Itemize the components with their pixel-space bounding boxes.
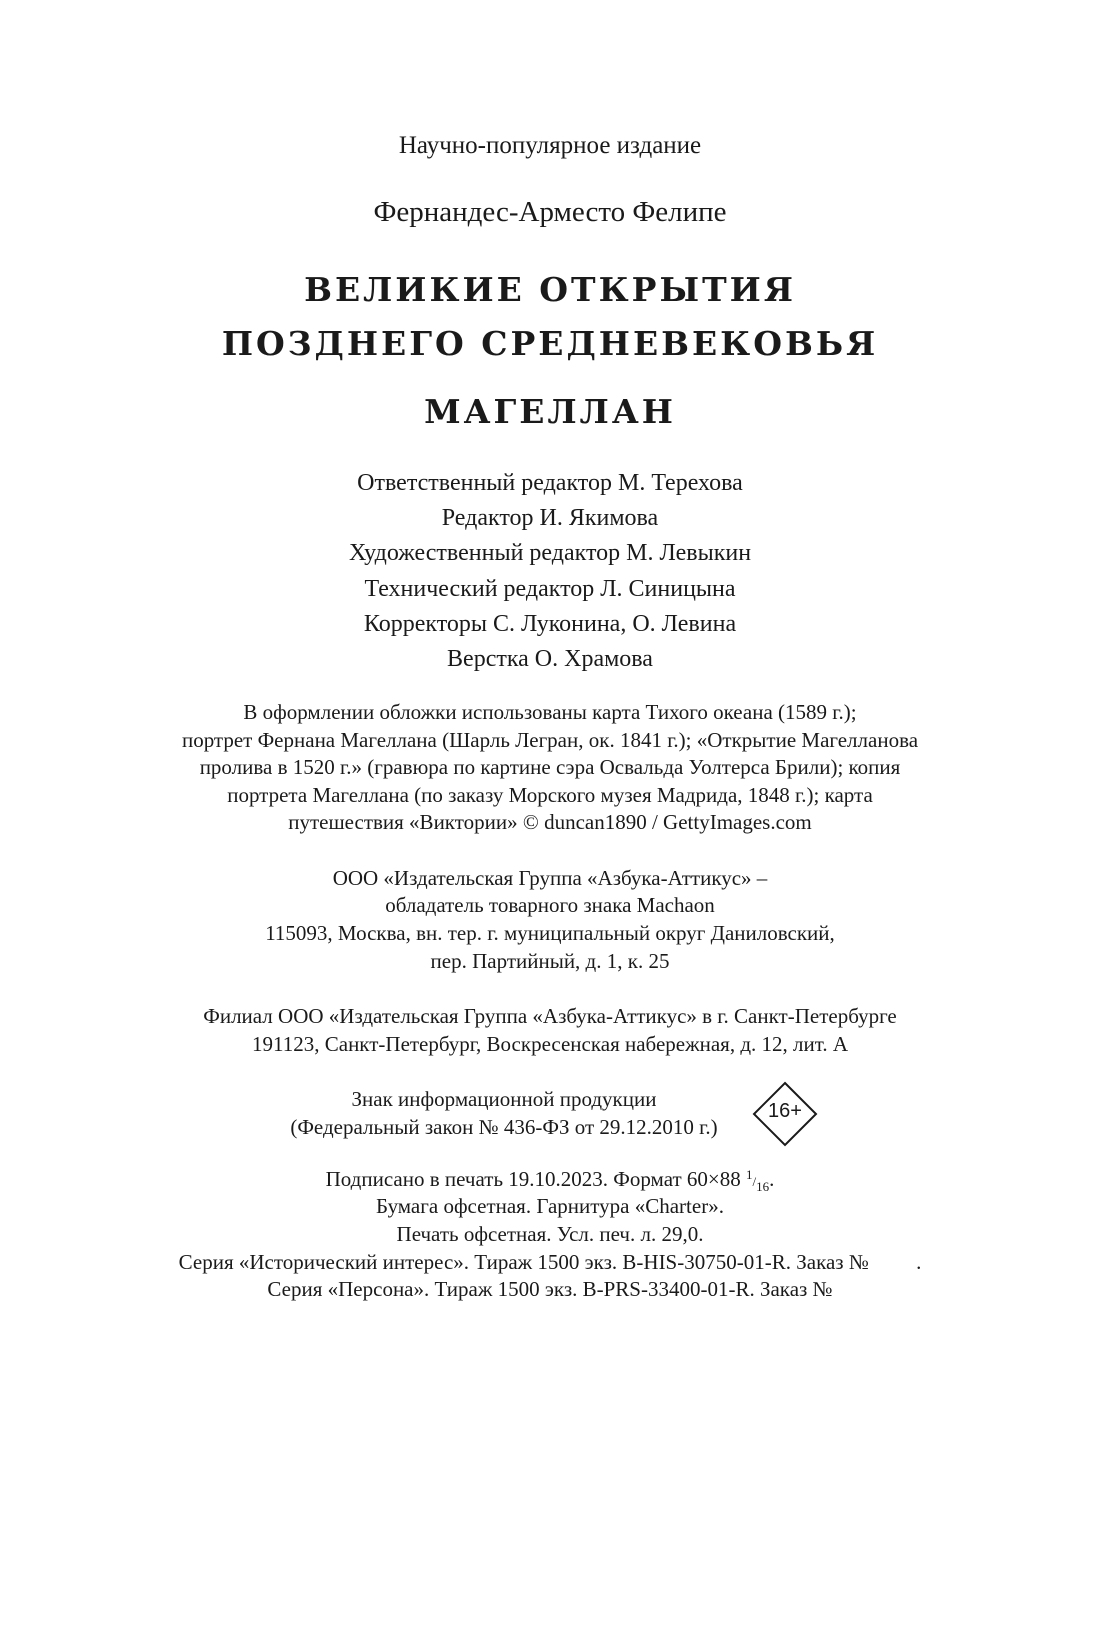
paper-line: Бумага офсетная. Гарнитура «Charter». — [376, 1194, 724, 1218]
cover-credit-line: портрета Магеллана (по заказу Морского музея Мадрида, 1848 г.); карта — [227, 783, 873, 807]
credit-line: Художественный редактор М. Левыкин — [348, 540, 752, 566]
format-denominator: 16 — [756, 1179, 770, 1194]
series-line-1: Серия «Исторический интерес». Тираж 1500 экз. B-HIS-30750-01-R. Заказ № . — [178, 1250, 922, 1274]
book-subtitle: МАГЕЛЛАН — [424, 392, 676, 431]
age-rating-text: 16+ — [768, 1100, 802, 1122]
info-mark-law: (Федеральный закон № 436-ФЗ от 29.12.2010 г.) — [290, 1115, 718, 1139]
publisher-line: пер. Партийный, д. 1, к. 25 — [430, 949, 670, 973]
publisher-line: 115093, Москва, вн. тер. г. муниципальный округ Даниловский, — [265, 921, 835, 945]
cover-credit-line: портрет Фернана Магеллана (Шарль Легран, ок. 1841 г.); «Открытие Магелланова — [181, 728, 919, 752]
cover-credit-line: пролива в 1520 г.» (гравюра по картине сэра Освальда Уолтерса Брили); копия — [199, 755, 901, 779]
format-fraction — [746, 1167, 770, 1194]
book-title-line-2: ПОЗДНЕГО СРЕДНЕВЕКОВЬЯ — [221, 324, 879, 363]
cover-credit-line: В оформлении обложки использованы карта Тихого океана (1589 г.); — [243, 700, 857, 724]
credit-line: Корректоры С. Луконина, О. Левина — [363, 611, 737, 637]
format-end: . — [769, 1167, 775, 1191]
book-title-line-1: ВЕЛИКИЕ ОТКРЫТИЯ — [304, 270, 796, 309]
print-line: Печать офсетная. Усл. печ. л. 29,0. — [396, 1222, 704, 1246]
format-numerator: 1 — [746, 1167, 753, 1182]
genre-label: Научно-популярное издание — [398, 132, 702, 159]
credit-line: Редактор И. Якимова — [441, 505, 659, 531]
age-rating-badge — [752, 1081, 818, 1147]
credit-line: Ответственный редактор М. Терехова — [357, 470, 743, 496]
branch-line: 191123, Санкт-Петербург, Воскресенская набережная, д. 12, лит. А — [252, 1032, 848, 1056]
info-mark-label: Знак информационной продукции — [351, 1087, 657, 1111]
publisher-line: обладатель товарного знака Machaon — [385, 893, 715, 917]
publisher-line: ООО «Издательская Группа «Азбука-Аттикус» – — [332, 866, 768, 890]
signed-text: Подписано в печать 19.10.2023. Формат 60×88 — [325, 1167, 746, 1191]
branch-line: Филиал ООО «Издательская Группа «Азбука-Аттикус» в г. Санкт-Петербурге — [203, 1004, 897, 1028]
author-name: Фернандес-Арместо Фелипе — [373, 196, 727, 228]
cover-credit-line: путешествия «Виктории» © duncan1890 / GettyImages.com — [288, 810, 812, 834]
signed-to-print — [0, 1167, 1100, 1195]
credit-line: Технический редактор Л. Синицына — [364, 576, 736, 602]
credit-line: Верстка О. Храмова — [447, 646, 653, 672]
format-separator: / — [752, 1174, 757, 1189]
series-line-2: Серия «Персона». Тираж 1500 экз. B-PRS-33400-01-R. Заказ № — [267, 1277, 833, 1301]
